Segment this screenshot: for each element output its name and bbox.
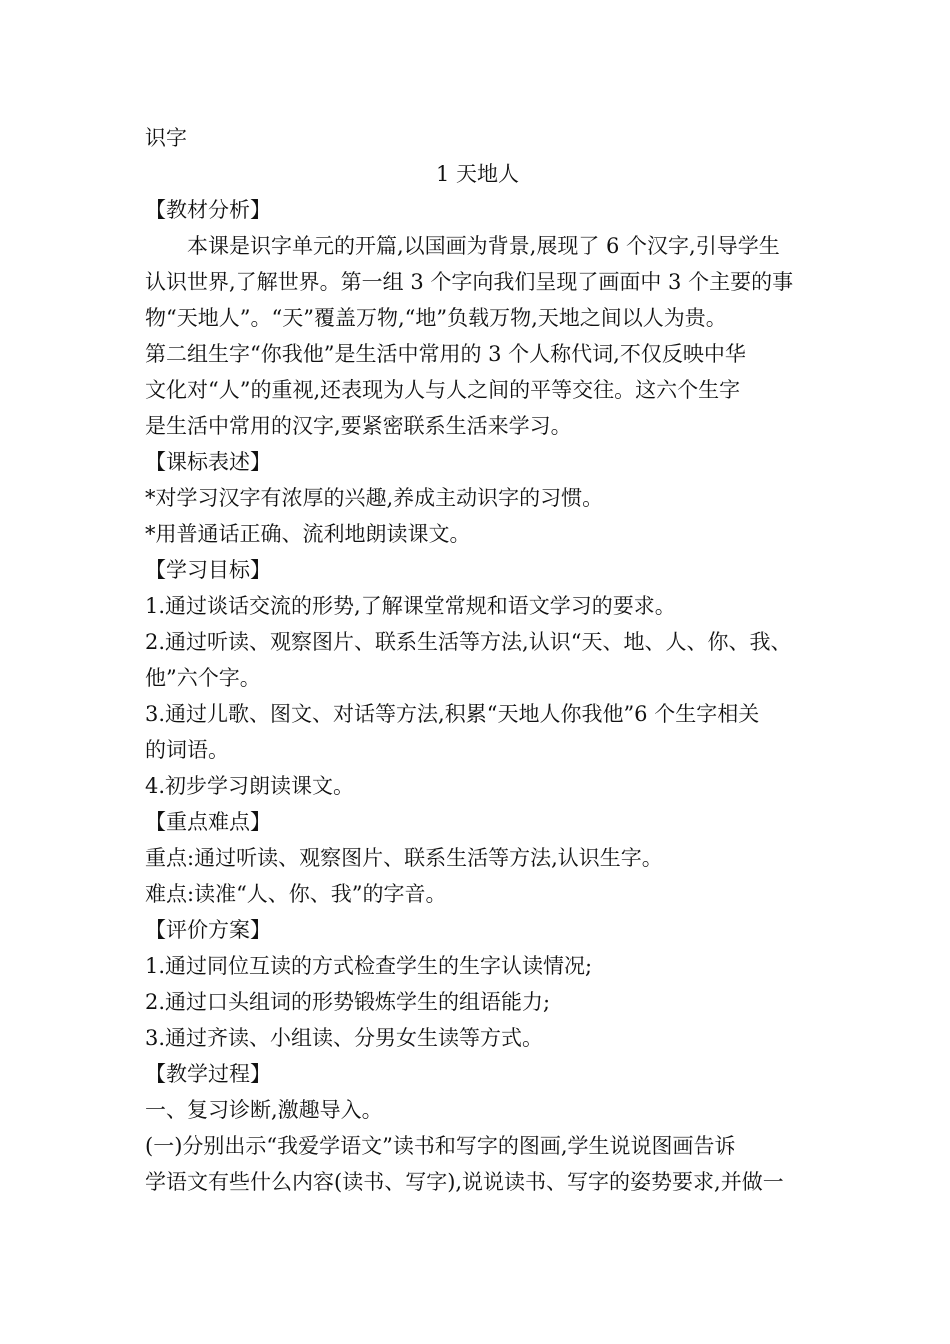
evaluation-item: 3.通过齐读、小组读、分男女生读等方式。: [145, 1026, 544, 1050]
goal-line: 1.通过谈话交流的形势,了解课堂常规和语文学习的要求。: [145, 594, 676, 618]
document-page: [145, 120, 810, 1200]
analysis-line: 认识世界,了解世界。第一组 3 个字向我们呈现了画面中 3 个主要的事: [145, 270, 794, 294]
analysis-line: 本课是识字单元的开篇,以国画为背景,展现了 6 个汉字,引导学生: [187, 234, 780, 258]
section-heading-key-points: 【重点难点】: [145, 810, 271, 834]
goal-line: 4.初步学习朗读课文。: [145, 774, 355, 798]
process-line: 一、复习诊断,激趣导入。: [145, 1098, 383, 1122]
standard-item: *用普通话正确、流利地朗读课文。: [145, 522, 471, 546]
analysis-line: 文化对“人”的重视,还表现为人与人之间的平等交往。这六个生字: [145, 378, 741, 402]
evaluation-item: 2.通过口头组词的形势锻炼学生的组语能力;: [145, 990, 551, 1014]
standard-item: *对学习汉字有浓厚的兴趣,养成主动识字的习惯。: [145, 486, 604, 510]
document-category: 识字: [145, 126, 187, 150]
section-heading-process: 【教学过程】: [145, 1062, 271, 1086]
goal-line: 的词语。: [145, 738, 229, 762]
analysis-line: 第二组生字“你我他”是生活中常用的 3 个人称代词,不仅反映中华: [145, 342, 746, 366]
section-heading-analysis: 【教材分析】: [145, 198, 271, 222]
lesson-title: 1 天地人: [435, 162, 520, 186]
section-heading-evaluation: 【评价方案】: [145, 918, 271, 942]
section-heading-standards: 【课标表述】: [145, 450, 271, 474]
goal-line: 3.通过儿歌、图文、对话等方法,积累“天地人你我他”6 个生字相关: [145, 702, 760, 726]
key-point: 重点:通过听读、观察图片、联系生活等方法,认识生字。: [145, 846, 663, 870]
process-line: (一)分别出示“我爱学语文”读书和写字的图画,学生说说图画告诉: [145, 1134, 736, 1158]
evaluation-item: 1.通过同位互读的方式检查学生的生字认读情况;: [145, 954, 593, 978]
section-heading-goals: 【学习目标】: [145, 558, 271, 582]
analysis-line: 是生活中常用的汉字,要紧密联系生活来学习。: [145, 414, 572, 438]
difficult-point: 难点:读准“人、你、我”的字音。: [145, 882, 447, 906]
process-line: 学语文有些什么内容(读书、写字),说说读书、写字的姿势要求,并做一: [145, 1170, 784, 1194]
goal-line: 他”六个字。: [145, 666, 261, 690]
analysis-line: 物“天地人”。“天”覆盖万物,“地”负载万物,天地之间以人为贵。: [145, 306, 727, 330]
goal-line: 2.通过听读、观察图片、联系生活等方法,认识“天、地、人、你、我、: [145, 630, 792, 654]
